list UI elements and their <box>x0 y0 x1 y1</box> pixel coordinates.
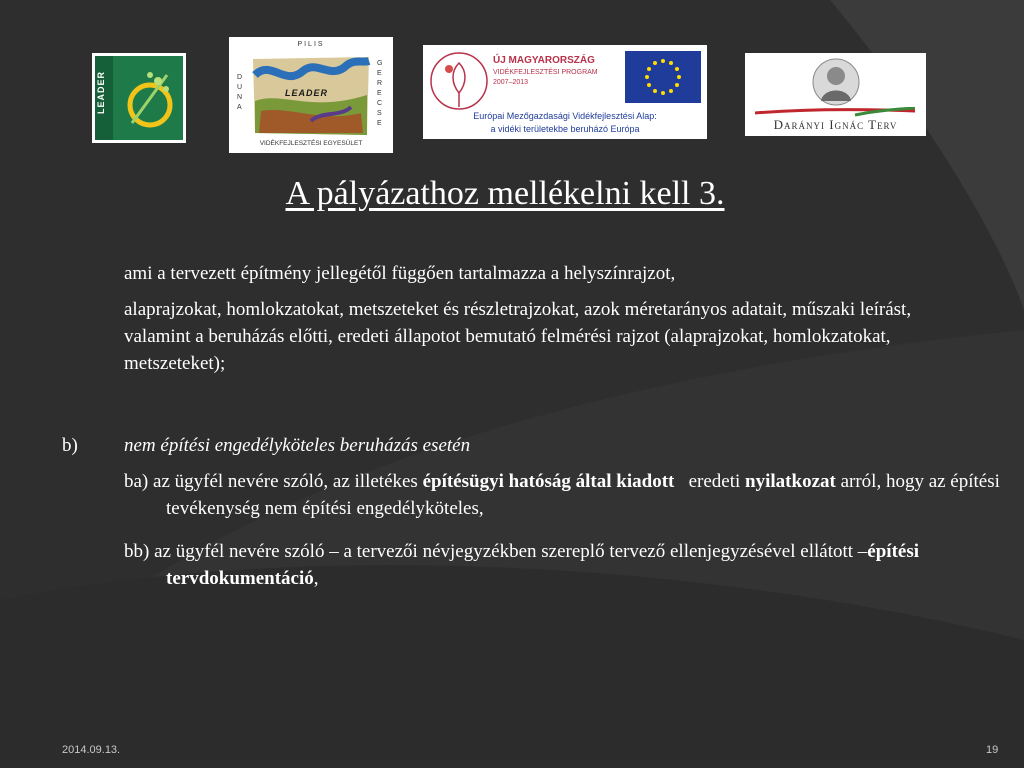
item-bb-bold-documentation: építési tervdokumentáció <box>166 541 920 589</box>
pilis-logo-top: PILIS <box>297 41 325 48</box>
daranyi-ignac-terv-logo <box>745 53 926 136</box>
umvp-years: 2007–2013 <box>493 79 529 86</box>
item-ba-text-2: eredeti <box>674 471 746 492</box>
umvp-tagline-2: a vidéki területekbe beruházó Európa <box>490 124 640 134</box>
tricolor-swoosh <box>755 107 915 117</box>
daranyi-logo-text: Darányi Ignác Terv <box>773 117 898 132</box>
item-ba-text-3: arról, hogy az építési tevékenység nem építési engedélyköteles, <box>166 471 1000 519</box>
pilis-logo-left: D U N A <box>237 74 243 111</box>
slide-title: A pályázathoz mellékelni kell 3. <box>285 175 725 212</box>
umvp-eu-logo <box>423 45 707 139</box>
item-bb-text-2: , <box>313 568 319 589</box>
leader-logo-text: LEADER <box>96 71 106 115</box>
pilis-leader-logo <box>229 37 393 153</box>
footer-date: 2014.09.13. <box>62 744 121 756</box>
portrait-icon <box>811 57 861 107</box>
umvp-subtitle: VIDÉKFEJLESZTÉSI PROGRAM <box>493 69 598 76</box>
umvp-tagline-1: Európai Mezőgazdasági Vidékfejlesztési Alap: <box>473 111 657 121</box>
item-b-label: b) <box>62 435 78 456</box>
item-ba <box>124 468 1006 522</box>
item-ba-bold-authority: építésügyi hatóság által kiadott <box>422 471 675 492</box>
paragraph-floor-plans: alaprajzokat, homlokzatokat, metszeteket és részletrajzokat, azok méretarányos adatait, műszaki leírást, valamint a beruházás előtti, eredeti állapotot bemutató felmérési rajzot (alaprajzokat, homlokzatokat, metszeteket); <box>124 299 912 374</box>
item-b-heading: nem építési engedélyköteles beruházás esetén <box>124 435 471 456</box>
eu-flag-icon <box>625 51 701 103</box>
footer-page-number: 19 <box>986 744 999 756</box>
paragraph-site-plan: ami a tervezett építmény jellegétől függően tartalmazza a helyszínrajzot, <box>124 263 676 284</box>
pilis-logo-center: LEADER <box>285 88 329 98</box>
item-bb <box>124 538 936 592</box>
item-ba-text-1: ba) az ügyfél nevére szóló, az illetékes <box>124 471 423 492</box>
leader-logo <box>92 53 186 143</box>
umvp-title: ÚJ MAGYARORSZÁG <box>493 55 595 66</box>
pilis-logo-right: G E R E C S E <box>377 60 383 127</box>
item-bb-text-1: bb) az ügyfél nevére szóló – a tervezői névjegyzékben szereplő tervező ellenjegyzésével ellátott – <box>124 541 868 562</box>
umvp-emblem <box>427 49 491 113</box>
pilis-logo-bottom: VIDÉKFEJLESZTÉSI EGYESÜLET <box>259 140 363 147</box>
item-ba-bold-statement: nyilatkozat <box>745 471 836 492</box>
